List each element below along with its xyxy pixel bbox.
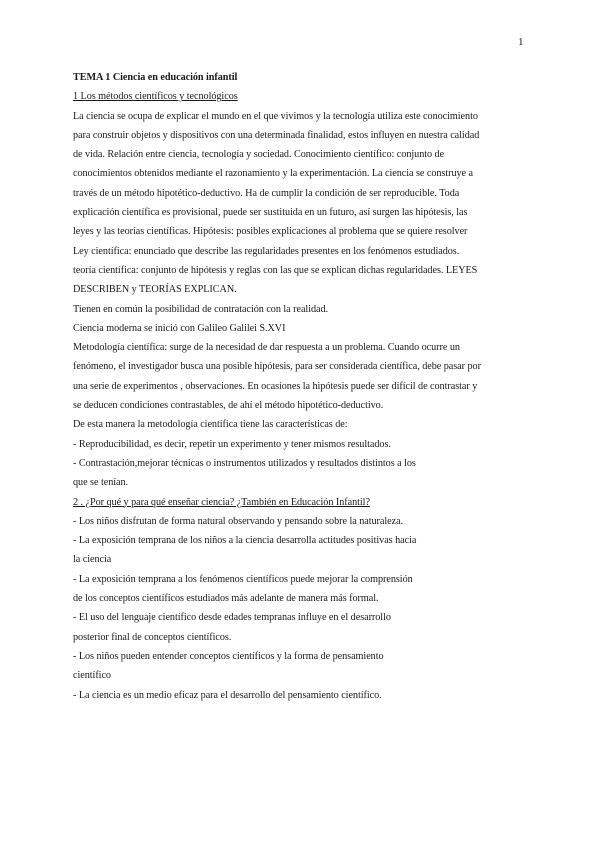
document-body (73, 68, 533, 705)
section-2-body (73, 512, 533, 705)
text-line: fenómeno, el investigador busca una posible hipótesis, para ser considerada científica, debe pasar por (73, 361, 481, 373)
text-line: La ciencia se ocupa de explicar el mundo en el que vivimos y la tecnología utiliza este conocimiento (73, 110, 478, 122)
text-line: De esta manera la metodología científica tiene las características de: (73, 419, 348, 431)
text-line: - Los niños disfrutan de forma natural observando y pensando sobre la naturaleza. (73, 515, 404, 527)
text-line: una serie de experimentos , observaciones. En ocasiones la hipótesis puede ser difícil de contrastar y (73, 380, 478, 392)
text-line: de vida. Relación entre ciencia, tecnología y sociedad. Conocimiento científico: conjunto de (73, 149, 445, 161)
text-line: leyes y las teorías científicas. Hipótesis: posibles explicaciones al problema que se quiere resolver (73, 226, 468, 238)
text-line: conocimientos obtenidos mediante el razonamiento y la experimentación. La ciencia se construye a (73, 168, 474, 180)
text-line: - Reproducibilidad, es decir, repetir un experimento y tener mismos resultados. (73, 438, 391, 450)
text-line: - La exposición temprana de los niños a la ciencia desarrolla actitudes positivas hacia (73, 535, 417, 547)
section-1-body (73, 107, 533, 493)
text-line: científico (73, 670, 111, 682)
text-line: - El uso del lenguaje científico desde edades tempranas influye en el desarrollo (73, 612, 391, 624)
text-line: DESCRIBEN y TEORÍAS EXPLICAN. (73, 284, 237, 296)
text-line: teoría científica: conjunto de hipótesis y reglas con las que se explican dichas regularidades. LEYES (73, 264, 478, 276)
text-line: - Contrastación,mejorar técnicas o instrumentos utilizados y resultados distintos a los (73, 457, 416, 469)
text-line: Ley científica: enunciado que describe las regularidades presentes en los fenómenos estudiados. (73, 245, 460, 257)
text-line: que se tenían. (73, 477, 129, 489)
section-2-heading: 2 . ¿Por qué y para qué enseñar ciencia? ¿También en Educación Infantil? (73, 496, 370, 508)
page-number: 1 (518, 36, 524, 48)
section-1-heading: 1 Los métodos científicos y tecnológicos (73, 91, 238, 103)
text-line: explicación científica es provisional, puede ser sustituida en un futuro, así surgen las hipótesis, las (73, 207, 468, 219)
text-line: Tienen en común la posibilidad de contratación con la realidad. (73, 303, 329, 315)
text-line: - La ciencia es un medio eficaz para el desarrollo del pensamiento científico. (73, 689, 382, 701)
text-line: - Los niños pueden entender conceptos científicos y la forma de pensamiento (73, 650, 384, 662)
text-line: - La exposición temprana a los fenómenos científicos puede mejorar la comprensión (73, 573, 413, 585)
text-line: para construir objetos y dispositivos con una determinada finalidad, estos influyen en nuestra calidad (73, 129, 480, 141)
text-line: de los conceptos científicos estudiados más adelante de manera más formal. (73, 593, 379, 605)
text-line: la ciencia (73, 554, 112, 566)
text-line: través de un método hipotético-deductivo. Ha de cumplir la condición de ser reproducible. Toda (73, 187, 460, 199)
document-title: TEMA 1 Ciencia en educación infantil (73, 72, 238, 83)
text-line: posterior final de conceptos científicos. (73, 631, 232, 643)
text-line: se deducen condiciones contrastables, de ahí el método hipotético-deductivo. (73, 400, 384, 412)
text-line: Ciencia moderna se inició con Galileo Galilei S.XVI (73, 322, 286, 334)
text-line: Metodología científica: surge de la necesidad de dar respuesta a un problema. Cuando ocurre un (73, 342, 460, 354)
